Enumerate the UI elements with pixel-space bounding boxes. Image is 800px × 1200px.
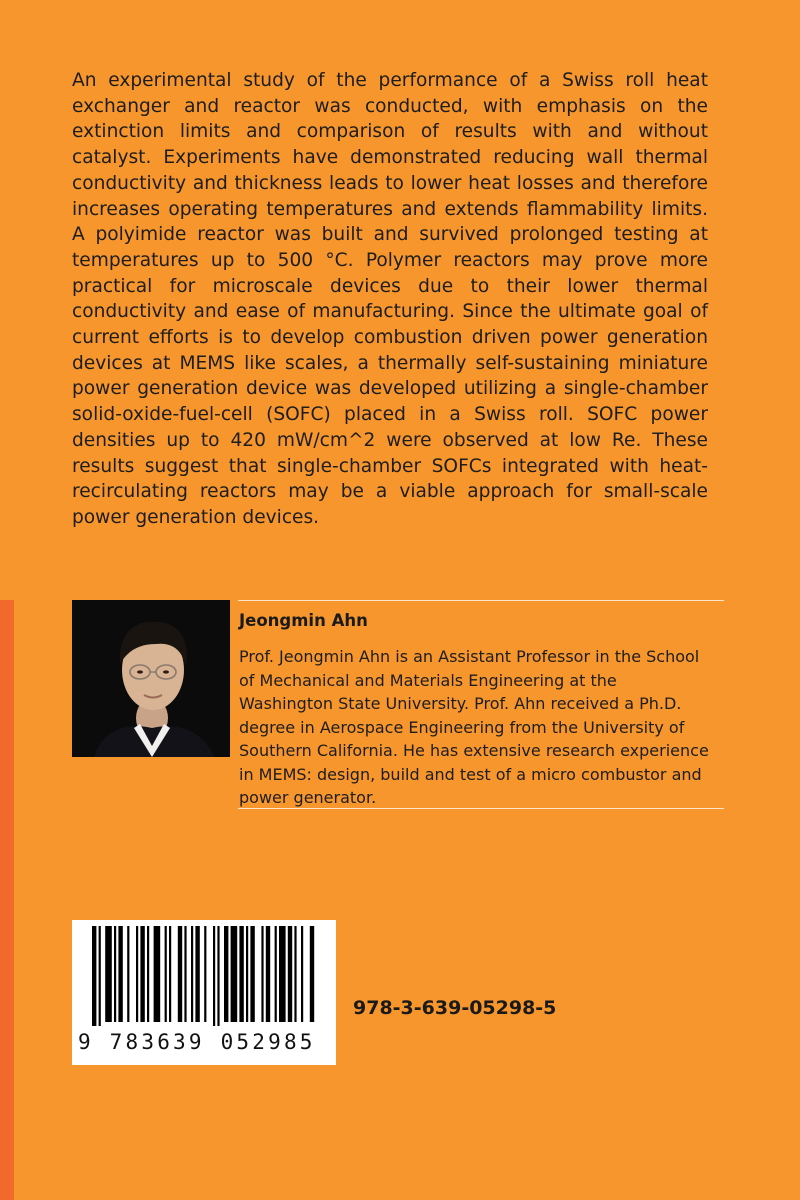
abstract-text: An experimental study of the performance of a Swiss roll heat exchanger and reactor was conducted, with emphasis on the extinction limits and comparison of results with and without catalyst. Experiments have demonstrated reducing wall thermal conductivity and thickness leads to lower heat losses and therefore increases operating temperatures and extends flammability limits. A polyimide reactor was built and survived prolonged testing at temperatures up to 500 °C. Polymer reactors may prove more practical for microscale devices due to their lower thermal conductivity and ease of manufacturing. Since the ultimate goal of current efforts is to develop combustion driven power generation devices at MEMS like scales, a thermally self-sustaining miniature power generation device was developed utilizing a single-chamber solid-oxide-fuel-cell (SOFC) placed in a Swiss roll. SOFC power densities up to 420 mW/cm^2 were observed at low Re. These results suggest that single-chamber SOFCs integrated with heat-recirculating reactors may be a viable approach for small-scale power generation devices. bbox=[72, 70, 708, 528]
barcode-bar bbox=[250, 926, 254, 1022]
barcode-bar bbox=[140, 926, 144, 1022]
barcode-bar bbox=[204, 926, 206, 1022]
barcode-bar bbox=[195, 926, 199, 1022]
barcode-bar bbox=[231, 926, 238, 1022]
barcode-icon bbox=[92, 926, 316, 1026]
author-photo bbox=[72, 600, 230, 757]
barcode-bar bbox=[154, 926, 161, 1022]
barcode-bar bbox=[105, 926, 112, 1022]
barcode-bar bbox=[288, 926, 292, 1022]
barcode bbox=[72, 920, 336, 1065]
barcode-bar bbox=[178, 926, 182, 1022]
barcode-bar bbox=[213, 926, 215, 1026]
barcode-bar bbox=[224, 926, 228, 1022]
barcode-bar bbox=[127, 926, 129, 1022]
barcode-digits: 9 783639 052985 bbox=[78, 1030, 316, 1054]
barcode-bar bbox=[184, 926, 186, 1022]
barcode-bar bbox=[279, 926, 286, 1022]
cover-edge-strip bbox=[0, 600, 14, 1200]
barcode-bar bbox=[266, 926, 270, 1022]
barcode-bar bbox=[191, 926, 193, 1022]
author-bio: Prof. Jeongmin Ahn is an Assistant Professor in the School of Mechanical and Materials Engineering at the Washington State University. Prof. Ahn received a Ph.D. degree in Aerospace Engineering from the University of Southern California. He has extensive research experience in MEMS: design, build and test of a micro combustor and power generator. bbox=[239, 647, 709, 807]
isbn-number: 978-3-639-05298-5 bbox=[353, 997, 557, 1019]
barcode-bar bbox=[301, 926, 303, 1022]
barcode-bar bbox=[147, 926, 149, 1022]
barcode-bar bbox=[261, 926, 263, 1022]
barcode-bar bbox=[217, 926, 219, 1026]
author-divider-top bbox=[238, 600, 724, 601]
barcode-bar bbox=[275, 926, 277, 1022]
author-divider-bottom bbox=[238, 808, 724, 809]
barcode-bar bbox=[310, 926, 314, 1022]
barcode-bar bbox=[99, 926, 101, 1026]
barcode-bar bbox=[294, 926, 296, 1022]
barcode-bar bbox=[92, 926, 96, 1026]
barcode-bar bbox=[114, 926, 116, 1022]
barcode-bar bbox=[165, 926, 167, 1022]
barcode-bar bbox=[239, 926, 243, 1022]
barcode-bar bbox=[246, 926, 248, 1022]
barcode-bar bbox=[169, 926, 171, 1022]
author-name: Jeongmin Ahn bbox=[239, 611, 368, 630]
barcode-bar bbox=[118, 926, 122, 1022]
barcode-bar bbox=[136, 926, 138, 1022]
author-portrait-icon bbox=[72, 600, 230, 757]
